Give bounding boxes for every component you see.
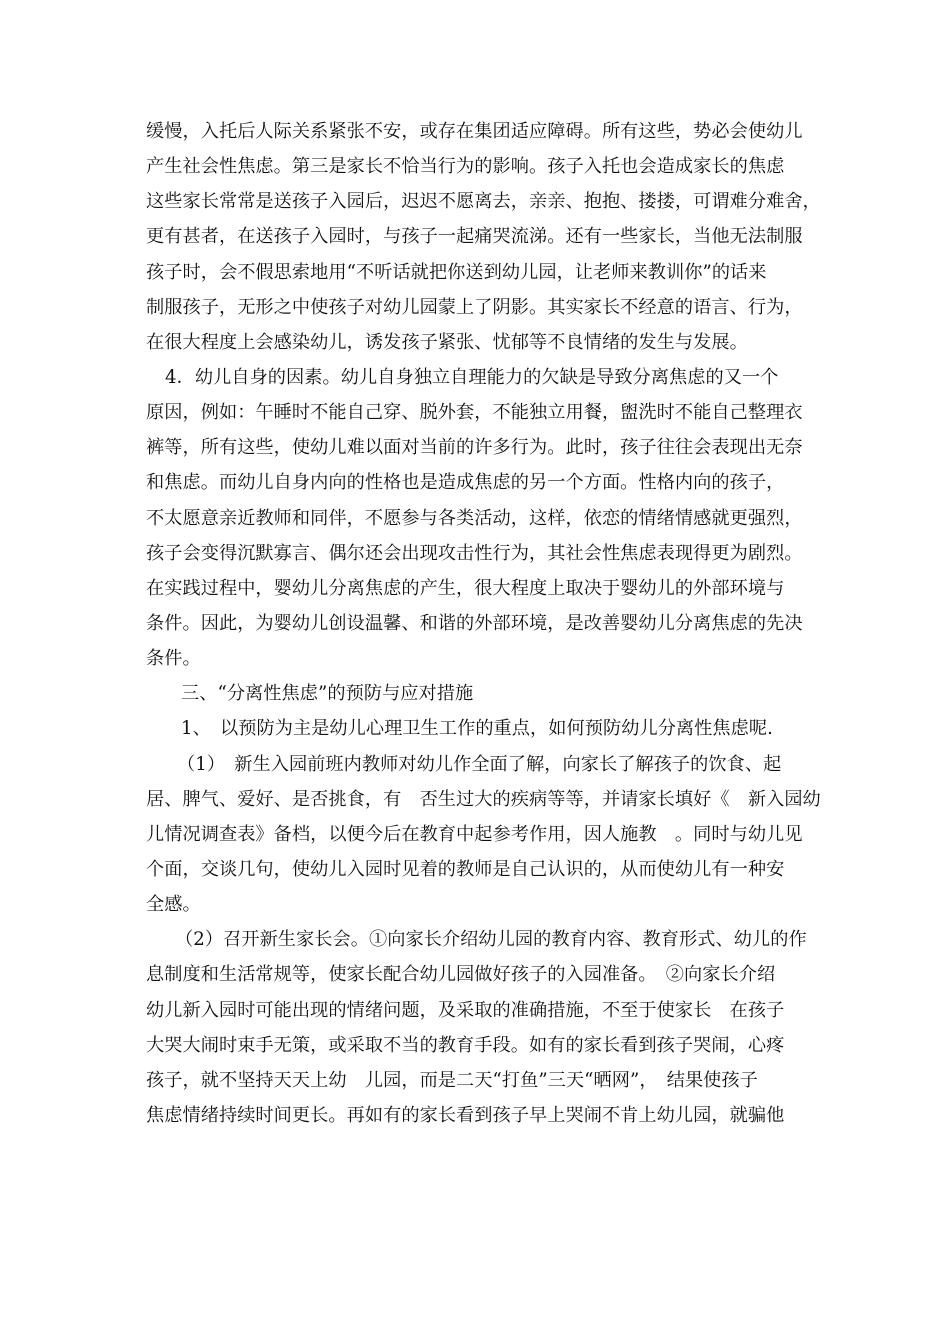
text-line: 在实践过程中，婴幼儿分离焦虑的产生，很大程度上取决于婴幼儿的外部环境与 — [146, 577, 785, 599]
text-line: 孩子，就不坚持天天上幼 儿园，而是二天“打鱼”三天“晒网”， 结果使孩子 — [146, 1069, 758, 1091]
subsection-heading-1: 1、 以预防为主是幼儿心理卫生工作的重点，如何预防幼儿分离性焦虑呢. — [181, 718, 773, 740]
text-line: 全感。 — [146, 894, 201, 916]
list-item-1-start: （1） 新生入园前班内教师对幼儿作全面了解，向家长了解孩子的饮食、起 — [177, 753, 782, 775]
text-line: 个面，交谈几句，使幼儿入园时见着的教师是自己认识的，从而使幼儿有一种安 — [146, 858, 785, 880]
text-line: 孩子会变得沉默寡言、偶尔还会出现攻击性行为，其社会性焦虑表现得更为剧烈。 — [146, 542, 803, 564]
section-heading-3: 三、“分离性焦虑”的预防与应对措施 — [181, 683, 474, 705]
text-line: 这些家长常常是送孩子入园后，迟迟不愿离去，亲亲、抱抱、搂搂，可谓难分难舍， — [146, 191, 821, 213]
text-line: 和焦虑。而幼儿自身内向的性格也是造成焦虑的另一个方面。性格内向的孩子， — [146, 472, 785, 494]
text-line: 更有甚者，在送孩子入园时，与孩子一起痛哭流涕。还有一些家长，当他无法制服 — [146, 226, 803, 248]
text-line: 裤等，所有这些，使幼儿难以面对当前的许多行为。此时，孩子往往会表现出无奈 — [146, 437, 803, 459]
text-line: 产生社会性焦虑。第三是家长不恰当行为的影响。孩子入托也会造成家长的焦虑 — [146, 156, 785, 178]
text-line: 大哭大闹时束手无策，或采取不当的教育手段。如有的家长看到孩子哭闹，心疼 — [146, 1034, 785, 1056]
text-line: 缓慢，入托后人际关系紧张不安，或存在集团适应障碍。所有这些，势必会使幼儿 — [146, 121, 803, 142]
text-line: 在很大程度上会感染幼儿，诱发孩子紧张、忧郁等不良情绪的发生与发展。 — [146, 331, 748, 353]
text-line: 幼儿新入园时可能出现的情绪问题，及采取的准确措施，不至于使家长 在孩子 — [146, 999, 785, 1021]
text-line: 居、脾气、爱好、是否挑食，有 否生过大的疾病等等，并请家长填好《 新入园幼 — [146, 788, 821, 810]
text-line: 条件。 — [146, 648, 201, 670]
text-line: 不太愿意亲近教师和同伴，不愿参与各类活动，这样，依恋的情绪情感就更强烈， — [146, 507, 803, 529]
list-item-2-start: （2）召开新生家长会。①向家长介绍幼儿园的教育内容、教育形式、幼儿的作 — [175, 929, 807, 951]
section-item-4-heading: 4．幼儿自身的因素。幼儿自身独立自理能力的欠缺是导致分离焦虑的又一个 — [165, 366, 779, 388]
text-line: 焦虑情绪持续时间更长。再如有的家长看到孩子早上哭闹不肯上幼儿园，就骗他 — [146, 1104, 785, 1126]
document-body — [146, 114, 821, 1133]
text-line: 制服孩子，无形之中使孩子对幼儿园蒙上了阴影。其实家长不经意的语言、行为， — [146, 296, 803, 318]
text-line: 条件。因此，为婴幼儿创设温馨、和谐的外部环境，是改善婴幼儿分离焦虑的先决 — [146, 612, 803, 634]
text-line: 儿情况调查表》备档，以便今后在教育中起参考作用，因人施教 。同时与幼儿见 — [146, 823, 803, 845]
text-line: 原因，例如：午睡时不能自己穿、脱外套，不能独立用餐，盥洗时不能自己整理衣 — [146, 402, 803, 424]
text-line: 息制度和生活常规等，使家长配合幼儿园做好孩子的入园准备。 ②向家长介绍 — [146, 964, 776, 986]
text-line: 孩子时，会不假思索地用“不听话就把你送到幼儿园，让老师来教训你”的话来 — [146, 261, 767, 283]
